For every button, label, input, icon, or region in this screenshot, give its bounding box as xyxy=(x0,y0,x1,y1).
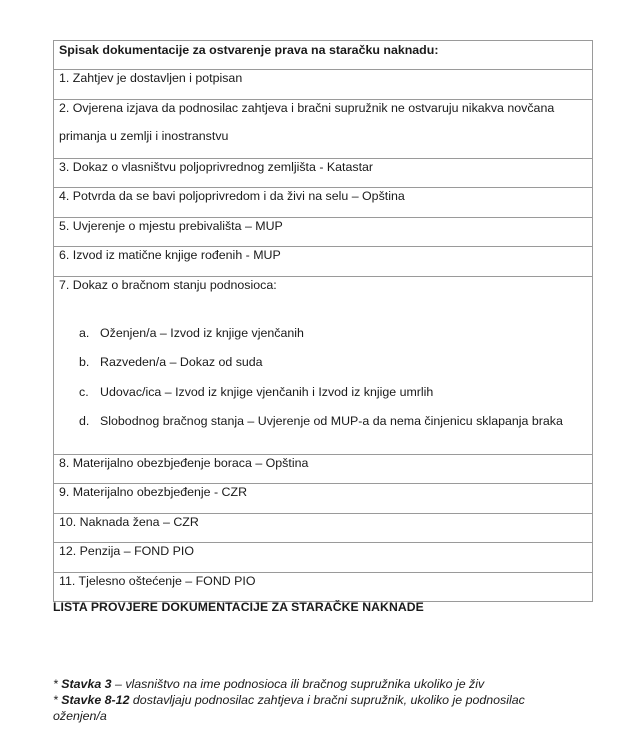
row-line: 2. Ovjerena izjava da podnosilac zahtjeva i bračni supružnik ne ostvaruju nikakva novčana xyxy=(59,100,555,115)
table-row-marital-status xyxy=(54,276,592,454)
list-item xyxy=(79,414,563,444)
row-line: primanja u zemlji i inostranstvu xyxy=(59,128,229,143)
list-text: Oženjen/a – Izvod iz knjige vjenčanih xyxy=(100,325,304,340)
documentation-table xyxy=(53,40,593,602)
table-row: 12. Penzija – FOND PIO xyxy=(54,542,592,572)
list-item xyxy=(79,385,563,415)
list-letter: a. xyxy=(79,325,90,340)
list-letter: d. xyxy=(79,414,90,428)
marital-status-list xyxy=(79,326,563,444)
table-header: Spisak dokumentacije za ostvarenje prava na staračku naknadu: xyxy=(59,43,439,57)
footnote-bold: Stavke 8-12 xyxy=(61,693,130,707)
list-item xyxy=(79,326,563,356)
list-text: Udovac/ica – Izvod iz knjige vjenčanih i Izvod iz knjige umrlih xyxy=(100,384,434,399)
list-text: Razveden/a – Dokaz od suda xyxy=(100,355,263,369)
footnote-text: dostavljaju podnosilac zahtjeva i bračni supružnik, ukoliko je podnosilac oženjen/a xyxy=(53,693,525,723)
table-row: 9. Materijalno obezbjeđenje - CZR xyxy=(54,483,592,513)
footnote xyxy=(53,692,573,724)
table-row: 1. Zahtjev je dostavljen i potpisan xyxy=(54,69,592,99)
table-row: 6. Izvod iz matične knjige rođenih - MUP xyxy=(54,246,592,276)
footnote xyxy=(53,676,573,692)
table-row: 3. Dokaz o vlasništvu poljoprivrednog zemljišta - Katastar xyxy=(54,158,592,188)
footnote-bold: Stavka 3 xyxy=(61,677,112,691)
footnote-marker: * xyxy=(53,693,62,707)
list-text: Slobodnog bračnog stanja – Uvjerenje od MUP-a da nema činjenicu sklapanja braka xyxy=(100,414,563,428)
footnote-marker: * xyxy=(53,677,62,691)
table-row: 11. Tjelesno oštećenje – FOND PIO xyxy=(54,572,592,602)
footnote-text: – vlasništvo na ime podnosioca ili bračnog supružnika ukoliko je živ xyxy=(111,677,485,691)
table-row: 10. Naknada žena – CZR xyxy=(54,513,592,543)
table-row: 8. Materijalno obezbjeđenje boraca – Opština xyxy=(54,454,592,484)
table-row xyxy=(54,99,592,158)
row-text: 7. Dokaz o bračnom stanju podnosioca: xyxy=(59,277,277,292)
table-row: 5. Uvjerenje o mjestu prebivališta – MUP xyxy=(54,217,592,247)
table-row: 4. Potvrda da se bavi poljoprivredom i da živi na selu – Opština xyxy=(54,187,592,217)
footnotes xyxy=(53,676,573,724)
list-item xyxy=(79,355,563,385)
list-letter: c. xyxy=(79,384,89,399)
checklist-title: LISTA PROVJERE DOKUMENTACIJE ZA STARAČKE NAKNADE xyxy=(53,600,424,614)
list-letter: b. xyxy=(79,355,90,369)
